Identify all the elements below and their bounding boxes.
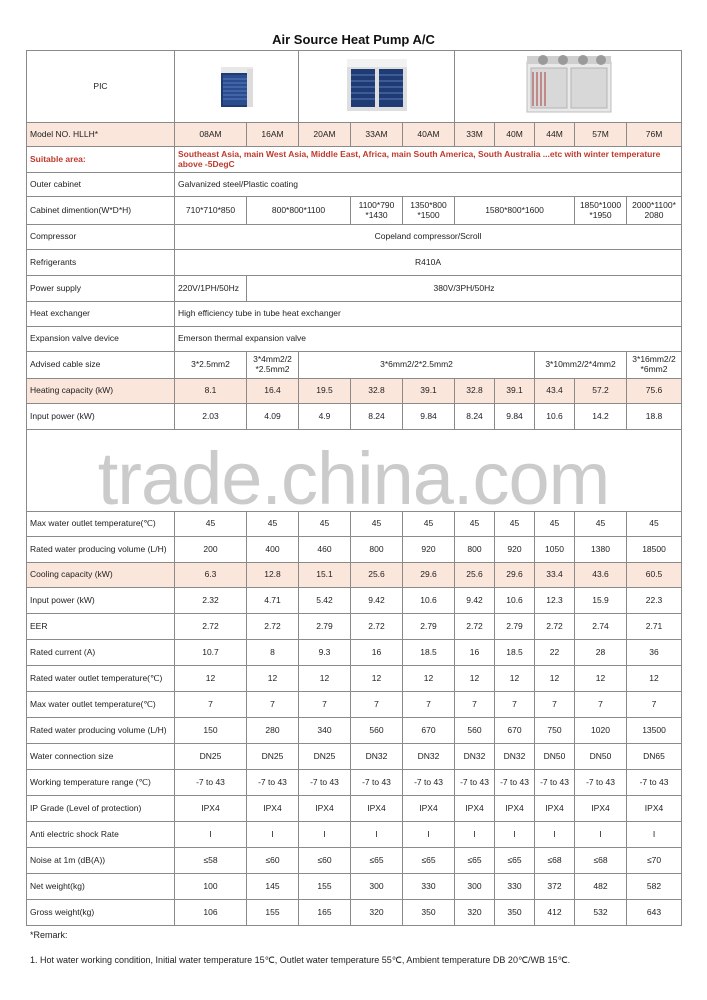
page-title: Air Source Heat Pump A/C [272, 32, 435, 47]
value-cell: ≤65 [455, 848, 495, 874]
value-cell: 300 [351, 874, 403, 900]
max-outlet-heating-row [27, 512, 682, 537]
value-cell: 7 [535, 692, 575, 718]
dimension-cell: 1350*800 *1500 [403, 197, 455, 225]
value-cell: IPX4 [351, 796, 403, 822]
input-power-label: Input power (kW) [27, 588, 175, 614]
value-cell: 2.71 [627, 614, 682, 640]
value-cell: 560 [455, 718, 495, 744]
watermark: trade.china.com [97, 437, 610, 520]
value-cell: 320 [351, 900, 403, 926]
outer-label: Outer cabinet [27, 173, 175, 197]
value-cell: I [247, 822, 299, 848]
value-cell: ≤60 [299, 848, 351, 874]
value-cell: 29.6 [495, 563, 535, 588]
rated-volume-heating-row [27, 537, 682, 563]
model-cell: 40M [495, 123, 535, 147]
input-power-label: Input power (kW) [27, 404, 175, 430]
value-cell: IPX4 [175, 796, 247, 822]
value-cell: -7 to 43 [535, 770, 575, 796]
value-cell: 18.5 [403, 640, 455, 666]
value-cell: I [351, 822, 403, 848]
refrigerant-label: Refrigerants [27, 250, 175, 276]
value-cell: 7 [299, 692, 351, 718]
value-cell: 800 [455, 537, 495, 563]
cooling-capacity-label: Cooling capacity (kW) [27, 563, 175, 588]
hx-row [27, 302, 682, 327]
suitable-value: Southeast Asia, main West Asia, Middle East, Africa, main South America, South Australia ...etc with winter temperature above -5DegC [175, 147, 682, 173]
heat-pump-large-image [513, 52, 623, 118]
shock-label: Anti electric shock Rate [27, 822, 175, 848]
value-cell: ≤65 [351, 848, 403, 874]
value-cell: ≤68 [535, 848, 575, 874]
value-cell: 7 [627, 692, 682, 718]
value-cell: 9.84 [495, 404, 535, 430]
value-cell: 75.6 [627, 379, 682, 404]
value-cell: I [575, 822, 627, 848]
value-cell: I [495, 822, 535, 848]
value-cell: DN50 [575, 744, 627, 770]
value-cell: 8.1 [175, 379, 247, 404]
expansion-row [27, 327, 682, 352]
value-cell: I [299, 822, 351, 848]
value-cell: 2.79 [403, 614, 455, 640]
refrigerant-row [27, 250, 682, 276]
value-cell: 45 [627, 512, 682, 537]
cable-row [27, 352, 682, 379]
cable-cell: 3*10mm2/2*4mm2 [535, 352, 627, 379]
value-cell: 45 [403, 512, 455, 537]
value-cell: 43.4 [535, 379, 575, 404]
value-cell: 532 [575, 900, 627, 926]
value-cell: 155 [247, 900, 299, 926]
value-cell: ≤70 [627, 848, 682, 874]
model-cell: 44M [535, 123, 575, 147]
value-cell: -7 to 43 [455, 770, 495, 796]
value-cell: 15.1 [299, 563, 351, 588]
unit-image-large [455, 51, 682, 123]
value-cell: 43.6 [575, 563, 627, 588]
value-cell: I [455, 822, 495, 848]
heating-capacity-row [27, 379, 682, 404]
model-cell: 33AM [351, 123, 403, 147]
value-cell: 28 [575, 640, 627, 666]
spec-table [26, 50, 682, 926]
value-cell: 45 [351, 512, 403, 537]
gross-weight-label: Gross weight(kg) [27, 900, 175, 926]
value-cell: 7 [403, 692, 455, 718]
value-cell: 12 [495, 666, 535, 692]
value-cell: IPX4 [403, 796, 455, 822]
ip-grade-row [27, 796, 682, 822]
power-label: Power supply [27, 276, 175, 302]
value-cell: 7 [247, 692, 299, 718]
pic-label: PIC [27, 51, 175, 123]
value-cell: 750 [535, 718, 575, 744]
value-cell: -7 to 43 [403, 770, 455, 796]
max-outlet-label: Max water outlet temperature(℃) [27, 512, 175, 537]
cable-cell: 3*2.5mm2 [175, 352, 247, 379]
value-cell: 460 [299, 537, 351, 563]
value-cell: 6.3 [175, 563, 247, 588]
value-cell: 16 [455, 640, 495, 666]
ip-grade-label: IP Grade (Level of protection) [27, 796, 175, 822]
eer-row [27, 614, 682, 640]
value-cell: I [535, 822, 575, 848]
value-cell: DN32 [495, 744, 535, 770]
value-cell: 18.5 [495, 640, 535, 666]
value-cell: 7 [455, 692, 495, 718]
value-cell: 320 [455, 900, 495, 926]
cable-label: Advised cable size [27, 352, 175, 379]
value-cell: 45 [455, 512, 495, 537]
value-cell: 2.03 [175, 404, 247, 430]
connection-label: Water connection size [27, 744, 175, 770]
value-cell: 145 [247, 874, 299, 900]
value-cell: 33.4 [535, 563, 575, 588]
value-cell: DN65 [627, 744, 682, 770]
value-cell: DN32 [455, 744, 495, 770]
value-cell: ≤60 [247, 848, 299, 874]
value-cell: 670 [495, 718, 535, 744]
value-cell: 2.72 [535, 614, 575, 640]
value-cell: 1380 [575, 537, 627, 563]
model-cell: 40AM [403, 123, 455, 147]
value-cell: 800 [351, 537, 403, 563]
model-cell: 76M [627, 123, 682, 147]
suitable-label: Suitable area: [27, 147, 175, 173]
power-cell: 220V/1PH/50Hz [175, 276, 247, 302]
dimension-cell: 1850*1000 *1950 [575, 197, 627, 225]
value-cell: 482 [575, 874, 627, 900]
suitable-row [27, 147, 682, 173]
value-cell: 350 [403, 900, 455, 926]
cooling-capacity-row [27, 563, 682, 588]
value-cell: 165 [299, 900, 351, 926]
rated-volume-label: Rated water producing volume (L/H) [27, 718, 175, 744]
model-cell: 20AM [299, 123, 351, 147]
value-cell: 18500 [627, 537, 682, 563]
value-cell: 39.1 [495, 379, 535, 404]
model-cell: 08AM [175, 123, 247, 147]
value-cell: DN50 [535, 744, 575, 770]
value-cell: 45 [535, 512, 575, 537]
value-cell: 2.72 [351, 614, 403, 640]
temp-range-label: Working temperature range (℃) [27, 770, 175, 796]
value-cell: 12 [455, 666, 495, 692]
value-cell: 36 [627, 640, 682, 666]
value-cell: 330 [495, 874, 535, 900]
eer-label: EER [27, 614, 175, 640]
rated-outlet-label: Rated water outlet temperature(℃) [27, 666, 175, 692]
outer-value: Galvanized steel/Plastic coating [175, 173, 682, 197]
value-cell: 340 [299, 718, 351, 744]
value-cell: 45 [175, 512, 247, 537]
value-cell: 45 [247, 512, 299, 537]
value-cell: 16.4 [247, 379, 299, 404]
value-cell: 4.09 [247, 404, 299, 430]
value-cell: 150 [175, 718, 247, 744]
value-cell: 9.84 [403, 404, 455, 430]
value-cell: 1050 [535, 537, 575, 563]
value-cell: -7 to 43 [495, 770, 535, 796]
compressor-label: Compressor [27, 225, 175, 250]
obscured-band [27, 430, 682, 512]
value-cell: 29.6 [403, 563, 455, 588]
value-cell: 2.72 [247, 614, 299, 640]
value-cell: 12.8 [247, 563, 299, 588]
value-cell: 14.2 [575, 404, 627, 430]
noise-label: Noise at 1m (dB(A)) [27, 848, 175, 874]
value-cell: 57.2 [575, 379, 627, 404]
value-cell: DN32 [403, 744, 455, 770]
dimension-cell: 710*710*850 [175, 197, 247, 225]
value-cell: 10.7 [175, 640, 247, 666]
value-cell: 9.3 [299, 640, 351, 666]
value-cell: 9.42 [351, 588, 403, 614]
unit-image-medium [299, 51, 455, 123]
value-cell: 60.5 [627, 563, 682, 588]
input-power-cooling-row [27, 588, 682, 614]
value-cell: I [175, 822, 247, 848]
value-cell: -7 to 43 [175, 770, 247, 796]
value-cell: 372 [535, 874, 575, 900]
cable-cell: 3*16mm2/2 *6mm2 [627, 352, 682, 379]
model-cell: 57M [575, 123, 627, 147]
value-cell: 200 [175, 537, 247, 563]
remark-line-1: 1. Hot water working condition, Initial water temperature 15℃, Outlet water temperature 55℃, Ambient temperature DB 20℃/WB 15℃. [30, 955, 571, 965]
value-cell: 25.6 [455, 563, 495, 588]
value-cell: 12 [247, 666, 299, 692]
rated-outlet-row [27, 666, 682, 692]
connection-row [27, 744, 682, 770]
value-cell: 12 [403, 666, 455, 692]
value-cell: 300 [455, 874, 495, 900]
value-cell: 12 [351, 666, 403, 692]
value-cell: ≤68 [575, 848, 627, 874]
value-cell: 582 [627, 874, 682, 900]
model-row [27, 123, 682, 147]
value-cell: 560 [351, 718, 403, 744]
value-cell: 5.42 [299, 588, 351, 614]
heat-pump-medium-image [337, 53, 417, 117]
value-cell: 13500 [627, 718, 682, 744]
model-cell: 16AM [247, 123, 299, 147]
value-cell: 8 [247, 640, 299, 666]
refrigerant-value: R410A [175, 250, 682, 276]
value-cell: 4.71 [247, 588, 299, 614]
max-outlet-label: Max water outlet temperature(℃) [27, 692, 175, 718]
value-cell: 920 [403, 537, 455, 563]
value-cell: 18.8 [627, 404, 682, 430]
rated-current-row [27, 640, 682, 666]
value-cell: I [627, 822, 682, 848]
dimension-label: Cabinet dimention(W*D*H) [27, 197, 175, 225]
cable-cell: 3*4mm2/2 *2.5mm2 [247, 352, 299, 379]
value-cell: 45 [575, 512, 627, 537]
temp-range-row [27, 770, 682, 796]
value-cell: DN25 [247, 744, 299, 770]
power-row [27, 276, 682, 302]
value-cell: IPX4 [299, 796, 351, 822]
value-cell: 8.24 [455, 404, 495, 430]
value-cell: 2.74 [575, 614, 627, 640]
rated-volume-cooling-row [27, 718, 682, 744]
value-cell: 7 [575, 692, 627, 718]
model-label: Model NO. HLLH* [27, 123, 175, 147]
dimension-cell: 1580*800*1600 [455, 197, 575, 225]
value-cell: ≤58 [175, 848, 247, 874]
compressor-row [27, 225, 682, 250]
model-cell: 33M [455, 123, 495, 147]
net-weight-row [27, 874, 682, 900]
value-cell: 22.3 [627, 588, 682, 614]
value-cell: IPX4 [247, 796, 299, 822]
rated-current-label: Rated current (A) [27, 640, 175, 666]
value-cell: 920 [495, 537, 535, 563]
heating-capacity-label: Heating capacity (kW) [27, 379, 175, 404]
value-cell: 2.79 [495, 614, 535, 640]
value-cell: 19.5 [299, 379, 351, 404]
value-cell: -7 to 43 [299, 770, 351, 796]
value-cell: ≤65 [403, 848, 455, 874]
value-cell: IPX4 [575, 796, 627, 822]
value-cell: IPX4 [535, 796, 575, 822]
value-cell: DN25 [175, 744, 247, 770]
value-cell: 39.1 [403, 379, 455, 404]
value-cell: 45 [299, 512, 351, 537]
value-cell: 643 [627, 900, 682, 926]
shock-row [27, 822, 682, 848]
power-cell: 380V/3PH/50Hz [247, 276, 682, 302]
value-cell: 10.6 [535, 404, 575, 430]
value-cell: 9.42 [455, 588, 495, 614]
value-cell: 12.3 [535, 588, 575, 614]
compressor-value: Copeland compressor/Scroll [175, 225, 682, 250]
value-cell: 2.72 [455, 614, 495, 640]
value-cell: 2.32 [175, 588, 247, 614]
value-cell: 22 [535, 640, 575, 666]
value-cell: IPX4 [455, 796, 495, 822]
net-weight-label: Net weight(kg) [27, 874, 175, 900]
value-cell: 12 [535, 666, 575, 692]
value-cell: 25.6 [351, 563, 403, 588]
unit-image-small [175, 51, 299, 123]
dimension-row [27, 197, 682, 225]
hx-value: High efficiency tube in tube heat exchanger [175, 302, 682, 327]
value-cell: DN25 [299, 744, 351, 770]
value-cell: 12 [575, 666, 627, 692]
value-cell: 7 [495, 692, 535, 718]
value-cell: 670 [403, 718, 455, 744]
value-cell: 106 [175, 900, 247, 926]
value-cell: 2.72 [175, 614, 247, 640]
remark-title: *Remark: [30, 930, 68, 940]
value-cell: 1020 [575, 718, 627, 744]
value-cell: -7 to 43 [351, 770, 403, 796]
gross-weight-row [27, 900, 682, 926]
value-cell: -7 to 43 [247, 770, 299, 796]
value-cell: 100 [175, 874, 247, 900]
noise-row [27, 848, 682, 874]
value-cell: IPX4 [495, 796, 535, 822]
value-cell: 400 [247, 537, 299, 563]
input-power-heating-row [27, 404, 682, 430]
value-cell: 280 [247, 718, 299, 744]
value-cell: 2.79 [299, 614, 351, 640]
value-cell: 12 [627, 666, 682, 692]
rated-volume-label: Rated water producing volume (L/H) [27, 537, 175, 563]
max-outlet-cooling-row [27, 692, 682, 718]
value-cell: 12 [299, 666, 351, 692]
value-cell: ≤65 [495, 848, 535, 874]
value-cell: 155 [299, 874, 351, 900]
dimension-cell: 2000*1100* 2080 [627, 197, 682, 225]
value-cell: 15.9 [575, 588, 627, 614]
value-cell: 8.24 [351, 404, 403, 430]
value-cell: 330 [403, 874, 455, 900]
value-cell: 10.6 [403, 588, 455, 614]
expansion-value: Emerson thermal expansion valve [175, 327, 682, 352]
value-cell: 4.9 [299, 404, 351, 430]
pic-row [27, 51, 682, 123]
value-cell: I [403, 822, 455, 848]
value-cell: 7 [175, 692, 247, 718]
value-cell: DN32 [351, 744, 403, 770]
value-cell: -7 to 43 [575, 770, 627, 796]
outer-row [27, 173, 682, 197]
dimension-cell: 1100*790 *1430 [351, 197, 403, 225]
value-cell: 10.6 [495, 588, 535, 614]
value-cell: 412 [535, 900, 575, 926]
cable-cell: 3*6mm2/2*2.5mm2 [299, 352, 535, 379]
dimension-cell: 800*800*1100 [247, 197, 351, 225]
heat-pump-small-image [207, 57, 267, 113]
value-cell: 32.8 [455, 379, 495, 404]
value-cell: 45 [495, 512, 535, 537]
hx-label: Heat exchanger [27, 302, 175, 327]
value-cell: 32.8 [351, 379, 403, 404]
value-cell: -7 to 43 [627, 770, 682, 796]
expansion-label: Expansion valve device [27, 327, 175, 352]
value-cell: 7 [351, 692, 403, 718]
value-cell: 350 [495, 900, 535, 926]
value-cell: 16 [351, 640, 403, 666]
value-cell: IPX4 [627, 796, 682, 822]
value-cell: 12 [175, 666, 247, 692]
